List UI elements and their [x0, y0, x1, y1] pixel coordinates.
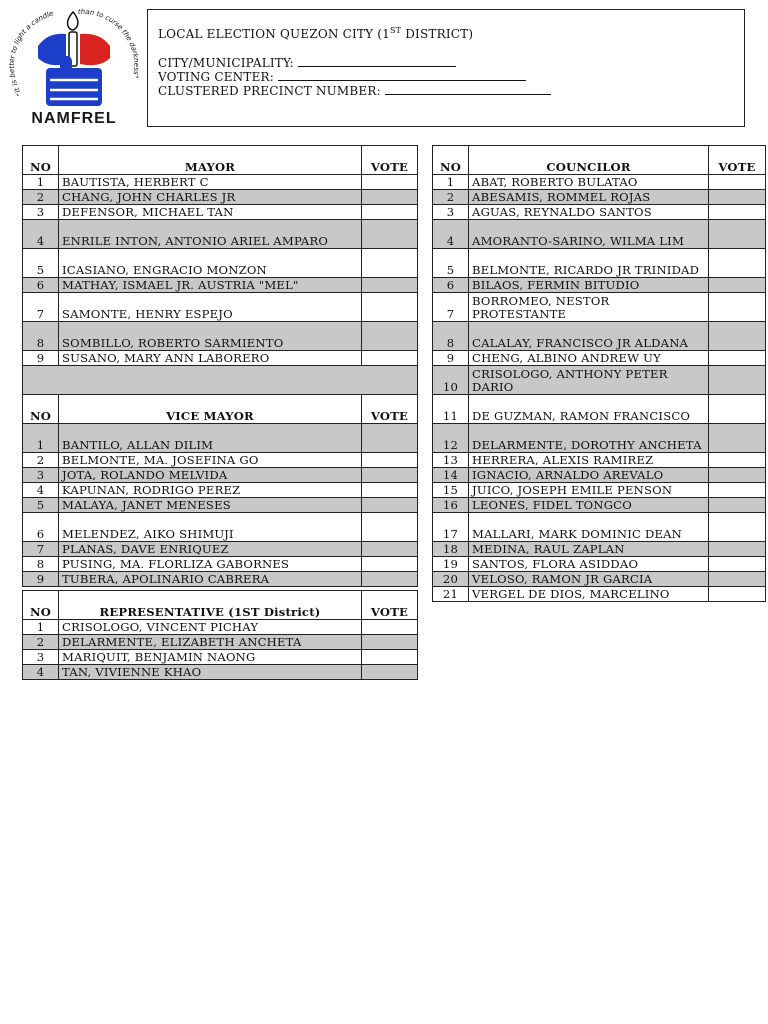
row-number: 8: [433, 322, 469, 351]
row-number: 8: [23, 557, 59, 572]
vote-cell[interactable]: [362, 351, 418, 366]
candidate-name: MELENDEZ, AIKO SHIMUJI: [59, 513, 362, 542]
table-row: [23, 468, 418, 483]
candidate-name: MALAYA, JANET MENESES: [59, 498, 362, 513]
row-number: 9: [23, 351, 59, 366]
vote-cell[interactable]: [362, 620, 418, 635]
vote-cell[interactable]: [709, 498, 766, 513]
vote-cell[interactable]: [362, 557, 418, 572]
vote-cell[interactable]: [709, 205, 766, 220]
candidate-name: DELARMENTE, DOROTHY ANCHETA: [469, 424, 709, 453]
row-number: 18: [433, 542, 469, 557]
table-row: [23, 278, 418, 293]
row-number: 4: [23, 483, 59, 498]
vote-cell[interactable]: [362, 498, 418, 513]
table-row: [23, 190, 418, 205]
table-row: [433, 483, 766, 498]
row-number: 12: [433, 424, 469, 453]
table-row: [433, 587, 766, 602]
vote-cell[interactable]: [362, 483, 418, 498]
candidate-name: SUSANO, MARY ANN LABORERO: [59, 351, 362, 366]
namfrel-emblem-icon: [8, 6, 140, 110]
table-row: [433, 220, 766, 249]
candidate-name: BELMONTE, MA. JOSEFINA GO: [59, 453, 362, 468]
table-row: [23, 557, 418, 572]
table-row: [433, 366, 766, 395]
row-number: 15: [433, 483, 469, 498]
row-number: 7: [23, 542, 59, 557]
table-row: [433, 513, 766, 542]
precinct-number-field[interactable]: CLUSTERED PRECINCT NUMBER:: [158, 84, 551, 98]
candidate-name: MARIQUIT, BENJAMIN NAONG: [59, 650, 362, 665]
table-row: [23, 175, 418, 190]
candidate-name: JOTA, ROLANDO MELVIDA: [59, 468, 362, 483]
row-number: 2: [23, 635, 59, 650]
row-number: 2: [433, 190, 469, 205]
column-header-name: MAYOR: [59, 146, 362, 175]
logo-motto-right: than to curse the darkness": [77, 7, 140, 79]
vote-cell[interactable]: [709, 322, 766, 351]
candidate-name: BELMONTE, RICARDO JR TRINIDAD: [469, 249, 709, 278]
row-number: 13: [433, 453, 469, 468]
vote-cell[interactable]: [709, 513, 766, 542]
candidate-name: ABAT, ROBERTO BULATAO: [469, 175, 709, 190]
candidate-name: BILAOS, FERMIN BITUDIO: [469, 278, 709, 293]
table-row: [23, 205, 418, 220]
candidate-name: BORROMEO, NESTOR PROTESTANTE: [469, 293, 709, 322]
vote-cell[interactable]: [362, 293, 418, 322]
vote-cell[interactable]: [362, 249, 418, 278]
candidate-name: LEONES, FIDEL TONGCO: [469, 498, 709, 513]
table-row: [433, 572, 766, 587]
row-number: 3: [433, 205, 469, 220]
vote-cell[interactable]: [362, 468, 418, 483]
row-number: 1: [23, 175, 59, 190]
row-number: 8: [23, 322, 59, 351]
row-number: 19: [433, 557, 469, 572]
vote-cell[interactable]: [709, 572, 766, 587]
candidate-name: ABESAMIS, ROMMEL ROJAS: [469, 190, 709, 205]
table-row: [433, 322, 766, 351]
row-number: 2: [23, 190, 59, 205]
candidate-name: CRISOLOGO, ANTHONY PETER DARIO: [469, 366, 709, 395]
row-number: 7: [433, 293, 469, 322]
table-header-row: [23, 146, 418, 175]
row-number: 11: [433, 395, 469, 424]
vote-cell[interactable]: [709, 557, 766, 572]
table-header-row: [23, 591, 418, 620]
vote-cell[interactable]: [709, 278, 766, 293]
vote-cell[interactable]: [709, 424, 766, 453]
vote-cell[interactable]: [362, 665, 418, 680]
vote-cell[interactable]: [709, 220, 766, 249]
table-row: [433, 395, 766, 424]
column-header-vote: VOTE: [362, 395, 418, 424]
candidate-name: VERGEL DE DIOS, MARCELINO: [469, 587, 709, 602]
candidate-name: IGNACIO, ARNALDO AREVALO: [469, 468, 709, 483]
candidate-name: BAUTISTA, HERBERT C: [59, 175, 362, 190]
column-header-no: NO: [23, 146, 59, 175]
table-row: [433, 351, 766, 366]
table-row: [23, 249, 418, 278]
candidate-name: ENRILE INTON, ANTONIO ARIEL AMPARO: [59, 220, 362, 249]
table-row: [23, 322, 418, 351]
election-title: LOCAL ELECTION QUEZON CITY (1ST DISTRICT): [158, 26, 474, 41]
councilor-table: [432, 145, 766, 602]
column-header-no: NO: [433, 146, 469, 175]
candidate-name: HERRERA, ALEXIS RAMIREZ: [469, 453, 709, 468]
candidate-name: MATHAY, ISMAEL JR. AUSTRIA "MEL": [59, 278, 362, 293]
vote-cell[interactable]: [362, 278, 418, 293]
table-row: [23, 483, 418, 498]
vote-cell[interactable]: [709, 395, 766, 424]
candidate-name: KAPUNAN, RODRIGO PEREZ: [59, 483, 362, 498]
namfrel-logo: [8, 6, 140, 130]
candidate-name: CHANG, JOHN CHARLES JR: [59, 190, 362, 205]
row-number: 2: [23, 453, 59, 468]
column-header-vote: VOTE: [362, 146, 418, 175]
candidate-name: AMORANTO-SARINO, WILMA LIM: [469, 220, 709, 249]
vote-cell[interactable]: [362, 322, 418, 351]
mayor-vicemayor-table: [22, 145, 418, 587]
row-number: 5: [23, 249, 59, 278]
vote-cell[interactable]: [709, 483, 766, 498]
candidate-name: JUICO, JOSEPH EMILE PENSON: [469, 483, 709, 498]
row-number: 5: [23, 498, 59, 513]
row-number: 4: [23, 665, 59, 680]
candidate-name: AGUAS, REYNALDO SANTOS: [469, 205, 709, 220]
vote-cell[interactable]: [709, 453, 766, 468]
vote-cell[interactable]: [709, 366, 766, 395]
candidate-name: TUBERA, APOLINARIO CABRERA: [59, 572, 362, 587]
vote-cell[interactable]: [362, 424, 418, 453]
table-row: [433, 498, 766, 513]
candidate-name: DELARMENTE, ELIZABETH ANCHETA: [59, 635, 362, 650]
vote-cell[interactable]: [362, 513, 418, 542]
column-header-vote: VOTE: [362, 591, 418, 620]
table-row: [23, 513, 418, 542]
row-number: 17: [433, 513, 469, 542]
row-number: 9: [23, 572, 59, 587]
vote-cell[interactable]: [362, 220, 418, 249]
table-row: [23, 620, 418, 635]
candidate-name: SANTOS, FLORA ASIDDAO: [469, 557, 709, 572]
table-row: [433, 453, 766, 468]
vote-cell[interactable]: [362, 175, 418, 190]
vote-cell[interactable]: [709, 249, 766, 278]
candidate-name: DE GUZMAN, RAMON FRANCISCO: [469, 395, 709, 424]
table-row: [433, 175, 766, 190]
vote-cell[interactable]: [362, 205, 418, 220]
candidate-name: MALLARI, MARK DOMINIC DEAN: [469, 513, 709, 542]
row-number: 1: [23, 424, 59, 453]
candidate-name: CALALAY, FRANCISCO JR ALDANA: [469, 322, 709, 351]
vote-cell[interactable]: [362, 650, 418, 665]
row-number: 3: [23, 205, 59, 220]
vote-cell[interactable]: [362, 635, 418, 650]
voting-center-field[interactable]: VOTING CENTER:: [158, 70, 526, 84]
logo-motto-left: "It is better to light a candle: [8, 9, 55, 98]
table-row: [433, 468, 766, 483]
row-number: 20: [433, 572, 469, 587]
table-row: [433, 424, 766, 453]
vote-cell[interactable]: [362, 572, 418, 587]
row-number: 6: [23, 513, 59, 542]
table-header-row: [23, 395, 418, 424]
table-row: [23, 635, 418, 650]
table-row: [23, 351, 418, 366]
table-row: [433, 205, 766, 220]
table-row: [23, 220, 418, 249]
table-header-row: [433, 146, 766, 175]
column-header-name: REPRESENTATIVE (1ST District): [59, 591, 362, 620]
column-header-name: COUNCILOR: [469, 146, 709, 175]
logo-name: NAMFREL: [31, 110, 117, 127]
candidate-name: PLANAS, DAVE ENRIQUEZ: [59, 542, 362, 557]
table-row: [433, 542, 766, 557]
column-header-no: NO: [23, 395, 59, 424]
candidate-name: DEFENSOR, MICHAEL TAN: [59, 205, 362, 220]
candidate-name: PUSING, MA. FLORLIZA GABORNES: [59, 557, 362, 572]
vote-cell[interactable]: [362, 542, 418, 557]
table-row: [433, 293, 766, 322]
header-box: [147, 9, 745, 127]
candidate-name: VELOSO, RAMON JR GARCIA: [469, 572, 709, 587]
vote-cell[interactable]: [709, 468, 766, 483]
row-number: 21: [433, 587, 469, 602]
row-number: 3: [23, 650, 59, 665]
table-row: [433, 249, 766, 278]
row-number: 6: [23, 278, 59, 293]
row-number: 3: [23, 468, 59, 483]
table-row: [23, 572, 418, 587]
table-row: [23, 293, 418, 322]
representative-table: [22, 590, 418, 680]
city-field[interactable]: CITY/MUNICIPALITY:: [158, 56, 456, 70]
row-number: 6: [433, 278, 469, 293]
table-row: [433, 278, 766, 293]
candidate-name: CHENG, ALBINO ANDREW UY: [469, 351, 709, 366]
table-row: [23, 542, 418, 557]
vote-cell[interactable]: [709, 175, 766, 190]
candidate-name: TAN, VIVIENNE KHAO: [59, 665, 362, 680]
vote-cell[interactable]: [709, 542, 766, 557]
row-number: 10: [433, 366, 469, 395]
section-gap: [23, 366, 418, 395]
row-number: 7: [23, 293, 59, 322]
vote-cell[interactable]: [709, 190, 766, 205]
row-number: 4: [433, 220, 469, 249]
candidate-name: MEDINA, RAUL ZAPLAN: [469, 542, 709, 557]
vote-cell[interactable]: [709, 351, 766, 366]
vote-cell[interactable]: [362, 190, 418, 205]
vote-cell[interactable]: [709, 587, 766, 602]
table-row: [23, 453, 418, 468]
candidate-name: ICASIANO, ENGRACIO MONZON: [59, 249, 362, 278]
candidate-name: SAMONTE, HENRY ESPEJO: [59, 293, 362, 322]
column-header-no: NO: [23, 591, 59, 620]
candidate-name: BANTILO, ALLAN DILIM: [59, 424, 362, 453]
candidate-name: SOMBILLO, ROBERTO SARMIENTO: [59, 322, 362, 351]
row-number: 14: [433, 468, 469, 483]
table-row: [23, 498, 418, 513]
table-row: [23, 665, 418, 680]
table-row: [23, 650, 418, 665]
vote-cell[interactable]: [709, 293, 766, 322]
table-row: [433, 557, 766, 572]
candidate-name: CRISOLOGO, VINCENT PICHAY: [59, 620, 362, 635]
vote-cell[interactable]: [362, 453, 418, 468]
row-number: 9: [433, 351, 469, 366]
column-header-name: VICE MAYOR: [59, 395, 362, 424]
column-header-vote: VOTE: [709, 146, 766, 175]
row-number: 5: [433, 249, 469, 278]
row-number: 1: [433, 175, 469, 190]
table-row: [23, 424, 418, 453]
row-number: 4: [23, 220, 59, 249]
row-number: 1: [23, 620, 59, 635]
row-number: 16: [433, 498, 469, 513]
table-row: [433, 190, 766, 205]
